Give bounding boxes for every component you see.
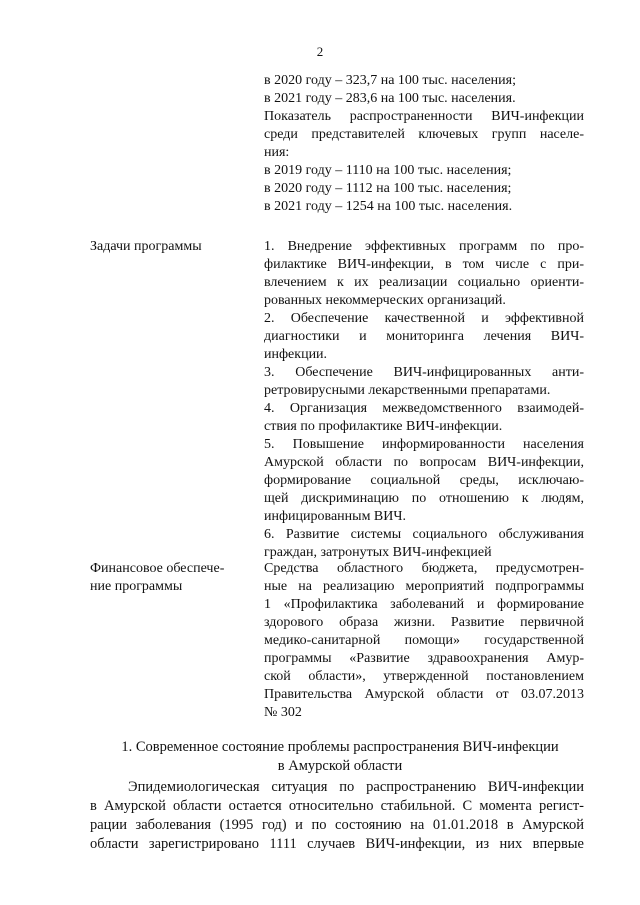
intro-line: в 2021 году – 1254 на 100 тыс. населения. bbox=[264, 199, 513, 214]
body-line: области зарегистрировано 1111 случаев ВИЧ-инфекции, из них впервые bbox=[90, 836, 584, 852]
tasks-line: филактике ВИЧ-инфекции, в том числе с при- bbox=[264, 257, 584, 272]
financing-label: Финансовое обеспече- ние программы bbox=[90, 561, 225, 594]
tasks-line: ствия по профилактике ВИЧ-инфекции. bbox=[264, 419, 503, 434]
financing-line: Средства областного бюджета, предусмотрен- bbox=[264, 561, 584, 576]
financing-line: программы «Развитие здравоохранения Амур- bbox=[264, 651, 584, 666]
tasks-line: щей дискриминацию по отношению к людям, bbox=[264, 491, 584, 506]
tasks-line: 4. Организация межведомственного взаимодей- bbox=[264, 401, 584, 416]
tasks-line: 3. Обеспечение ВИЧ-инфицированных анти- bbox=[264, 365, 584, 380]
financing-text bbox=[264, 560, 584, 722]
financing-line: медико-санитарной помощи» государственной bbox=[264, 633, 584, 648]
tasks-label: Задачи программы bbox=[90, 239, 202, 254]
tasks-line: влечением к их реализации социально ориенти- bbox=[264, 275, 584, 290]
financing-line: Правительства Амурской области от 03.07.2013 bbox=[264, 687, 584, 702]
intro-block bbox=[264, 72, 584, 216]
tasks-line: формирование социальной среды, исключаю- bbox=[264, 473, 584, 488]
financing-line: ской области», утвержденной постановлением bbox=[264, 669, 584, 684]
tasks-line: 6. Развитие системы социального обслуживания bbox=[264, 527, 584, 542]
tasks-line: 1. Внедрение эффективных программ по про- bbox=[264, 239, 584, 254]
tasks-line: рованных некоммерческих организаций. bbox=[264, 293, 506, 308]
intro-line: в 2019 году – 1110 на 100 тыс. населения; bbox=[264, 163, 512, 178]
body-line: Эпидемиологическая ситуация по распространению ВИЧ-инфекции bbox=[128, 779, 584, 795]
tasks-line: инфицированным ВИЧ. bbox=[264, 509, 406, 524]
financing-line: здорового образа жизни. Развитие первичной bbox=[264, 615, 584, 630]
intro-line: в 2021 году – 283,6 на 100 тыс. населения. bbox=[264, 91, 516, 106]
tasks-line: ретровирусными лекарственными препаратами. bbox=[264, 383, 551, 398]
section-heading bbox=[100, 738, 580, 776]
financing-line: ные на реализацию мероприятий подпрограммы bbox=[264, 579, 584, 594]
intro-line: в 2020 году – 323,7 на 100 тыс. населения; bbox=[264, 73, 516, 88]
tasks-line: 5. Повышение информированности населения bbox=[264, 437, 584, 452]
tasks-line: Амурской области по вопросам ВИЧ-инфекции, bbox=[264, 455, 584, 470]
financing-line: 1 «Профилактика заболеваний и формирование bbox=[264, 597, 584, 612]
intro-line: среди представителей ключевых групп населе- bbox=[264, 127, 584, 142]
page-number: 2 bbox=[316, 44, 324, 59]
body-line: рации заболевания (1995 год) и по состоянию на 01.01.2018 в Амурской bbox=[90, 817, 584, 833]
intro-line: в 2020 году – 1112 на 100 тыс. населения; bbox=[264, 181, 512, 196]
tasks-text bbox=[264, 238, 584, 562]
tasks-line: инфекции. bbox=[264, 347, 328, 362]
section-heading-line: 1. Современное состояние проблемы распространения ВИЧ-инфекции bbox=[121, 739, 559, 755]
tasks-line: диагностики и мониторинга лечения ВИЧ- bbox=[264, 329, 584, 344]
tasks-line: граждан, затронутых ВИЧ-инфекцией bbox=[264, 545, 492, 560]
body-line: в Амурской области остается относительно стабильной. С момента регист- bbox=[90, 798, 584, 814]
body-paragraph bbox=[90, 778, 584, 854]
intro-line: Показатель распространенности ВИЧ-инфекции bbox=[264, 109, 584, 124]
financing-line: № 302 bbox=[264, 705, 302, 720]
tasks-line: 2. Обеспечение качественной и эффективной bbox=[264, 311, 584, 326]
section-heading-line: в Амурской области bbox=[277, 758, 403, 774]
intro-line: ния: bbox=[264, 145, 290, 160]
